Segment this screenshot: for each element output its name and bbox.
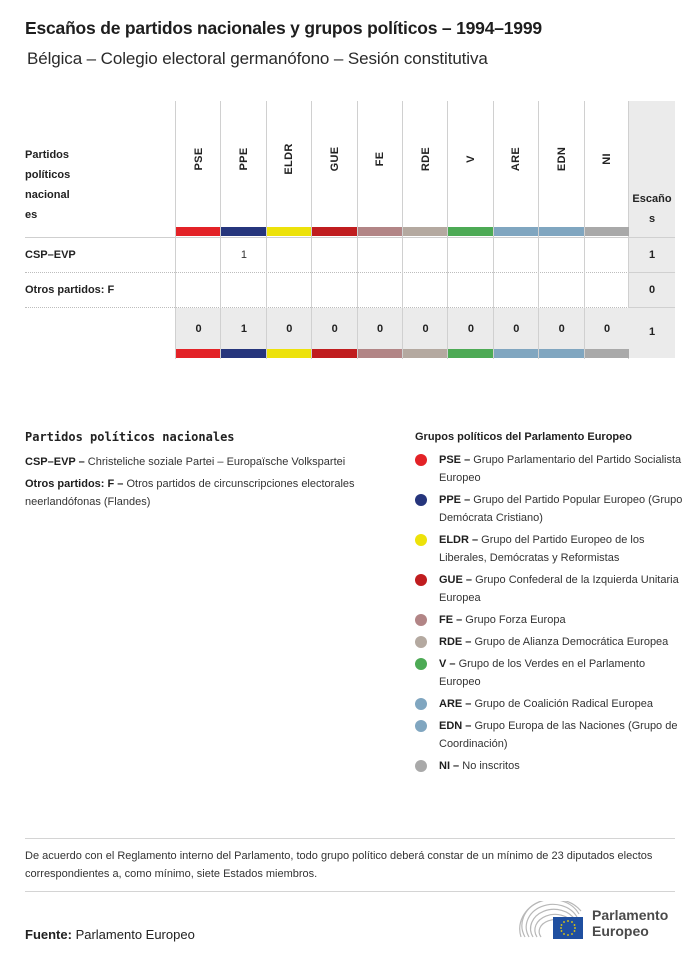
group-color-bar bbox=[403, 227, 448, 236]
column-total: 0 bbox=[585, 308, 630, 349]
column-total: 0 bbox=[267, 308, 312, 349]
column-total: 0 bbox=[448, 308, 493, 349]
table-cell bbox=[358, 237, 403, 272]
seats-table bbox=[25, 101, 675, 359]
page-subtitle: Bélgica – Colegio electoral germanófono – Sesión constitutiva bbox=[27, 49, 488, 68]
group-code-label: ARE bbox=[510, 146, 523, 172]
group-color-bar bbox=[539, 227, 584, 236]
legend-desc: Grupo del Partido Europeo de los Liberales, Demócratas y Reformistas bbox=[439, 534, 645, 564]
column-total: 0 bbox=[312, 308, 357, 349]
group-legend-item bbox=[415, 695, 685, 713]
column-total: 0 bbox=[358, 308, 403, 349]
footnote: De acuerdo con el Reglamento interno del Parlamento, todo grupo político deberá constar de un mínimo de 23 diputados electos correspondientes a, como mínimo, siete Estados miembros. bbox=[25, 850, 653, 880]
group-code-label: GUE bbox=[328, 146, 341, 172]
column-gue bbox=[311, 101, 356, 359]
column-total: 0 bbox=[403, 308, 448, 349]
column-ni bbox=[584, 101, 629, 359]
group-code-label: ELDR bbox=[283, 143, 296, 175]
column-edn bbox=[538, 101, 583, 359]
column-header bbox=[221, 101, 266, 227]
color-dot-icon bbox=[415, 574, 427, 586]
legend-desc: Grupo de Alianza Democrática Europea bbox=[471, 636, 669, 648]
group-color-bar bbox=[358, 227, 403, 236]
group-color-bar bbox=[448, 227, 493, 236]
national-parties-legend bbox=[25, 430, 385, 515]
seats-header bbox=[629, 189, 675, 229]
legend-desc: Grupo Europa de las Naciones (Grupo de Coordinación) bbox=[439, 720, 678, 750]
group-color-bar-bottom bbox=[358, 349, 403, 358]
color-dot-icon bbox=[415, 454, 427, 466]
group-legend-item bbox=[415, 611, 685, 629]
logo-text bbox=[592, 907, 668, 939]
row-header bbox=[25, 145, 145, 225]
groups-legend-title: Grupos políticos del Parlamento Europeo bbox=[415, 431, 632, 443]
column-header bbox=[494, 101, 539, 227]
legend-desc: Grupo de los Verdes en el Parlamento Europeo bbox=[439, 658, 646, 688]
legend-code: RDE – bbox=[439, 636, 472, 648]
group-code-label: EDN bbox=[555, 146, 568, 172]
group-color-bar bbox=[267, 227, 312, 236]
group-color-bar-bottom bbox=[448, 349, 493, 358]
group-code-label: PPE bbox=[237, 147, 250, 171]
legend-desc: Grupo de Coalición Radical Europea bbox=[471, 698, 654, 710]
row-label-otros-partidos: Otros partidos: F bbox=[25, 283, 115, 296]
table-cell bbox=[176, 237, 221, 272]
table-cell bbox=[585, 272, 630, 307]
table-cell bbox=[494, 237, 539, 272]
table-cell: 1 bbox=[240, 248, 247, 261]
group-legend-item bbox=[415, 571, 685, 607]
column-total: 1 bbox=[221, 308, 266, 349]
column-ppe bbox=[220, 101, 265, 359]
seats-total-otros: 0 bbox=[648, 283, 656, 296]
color-dot-icon bbox=[415, 494, 427, 506]
source-value: Parlamento Europeo bbox=[71, 927, 195, 942]
table-cell bbox=[221, 272, 266, 307]
group-legend-item bbox=[415, 757, 685, 775]
group-color-bar-bottom bbox=[176, 349, 221, 358]
table-cell bbox=[585, 237, 630, 272]
group-color-bar bbox=[494, 227, 539, 236]
legend-code: CSP–EVP – bbox=[25, 456, 85, 468]
column-header bbox=[312, 101, 357, 227]
row-header-line: es bbox=[25, 209, 38, 221]
group-color-bar-bottom bbox=[585, 349, 630, 358]
table-cell bbox=[539, 237, 584, 272]
column-fe bbox=[357, 101, 402, 359]
legend-code: PSE – bbox=[439, 454, 471, 466]
seats-column bbox=[629, 101, 675, 358]
seats-header-line: s bbox=[648, 213, 656, 225]
political-groups-legend bbox=[415, 431, 685, 779]
color-dot-icon bbox=[415, 534, 427, 546]
national-legend-item bbox=[25, 453, 385, 471]
legend-code: V – bbox=[439, 658, 456, 670]
group-code-label: RDE bbox=[419, 146, 432, 172]
logo-line-1: Parlamento bbox=[592, 907, 669, 923]
table-cell bbox=[403, 237, 448, 272]
legend-code: EDN – bbox=[439, 720, 472, 732]
legend-code: Otros partidos: F – bbox=[25, 478, 124, 490]
color-dot-icon bbox=[415, 720, 427, 732]
column-rde bbox=[402, 101, 447, 359]
column-total: 0 bbox=[539, 308, 584, 349]
legend-code: ELDR – bbox=[439, 534, 479, 546]
color-dot-icon bbox=[415, 614, 427, 626]
row-label-csp-evp: CSP–EVP bbox=[25, 248, 76, 261]
table-cell bbox=[403, 272, 448, 307]
seats-header-line: Escaño bbox=[632, 193, 672, 205]
table-cell bbox=[312, 272, 357, 307]
group-color-bar bbox=[221, 227, 266, 236]
group-color-bar bbox=[585, 227, 630, 236]
color-dot-icon bbox=[415, 760, 427, 772]
source-label: Fuente: bbox=[25, 927, 72, 942]
group-legend-item bbox=[415, 531, 685, 567]
column-header bbox=[358, 101, 403, 227]
legend-desc: No inscritos bbox=[459, 760, 520, 772]
legend-code: ARE – bbox=[439, 698, 472, 710]
group-color-bar-bottom bbox=[539, 349, 584, 358]
group-color-bar-bottom bbox=[312, 349, 357, 358]
column-v bbox=[447, 101, 492, 359]
table-cell bbox=[267, 272, 312, 307]
legend-desc: Otros partidos de circunscripciones electorales neerlandófonas (Flandes) bbox=[25, 478, 355, 508]
group-code-label: FE bbox=[374, 151, 387, 167]
row-header-line: Partidos bbox=[25, 149, 70, 161]
group-code-label: PSE bbox=[192, 147, 205, 171]
group-legend-item bbox=[415, 717, 685, 753]
column-eldr bbox=[266, 101, 311, 359]
group-code-label: V bbox=[464, 155, 477, 163]
group-color-bar-bottom bbox=[403, 349, 448, 358]
group-legend-item bbox=[415, 633, 685, 651]
column-header bbox=[539, 101, 584, 227]
legend-desc: Grupo Forza Europa bbox=[462, 614, 566, 626]
row-header-line: políticos bbox=[25, 169, 71, 181]
row-header-line: nacional bbox=[25, 189, 70, 201]
legend-code: GUE – bbox=[439, 574, 473, 586]
group-legend-item bbox=[415, 491, 685, 527]
group-color-bar-bottom bbox=[494, 349, 539, 358]
column-header bbox=[267, 101, 312, 227]
legend-code: PPE – bbox=[439, 494, 471, 506]
footer-divider bbox=[25, 838, 675, 839]
source-credit bbox=[25, 927, 195, 942]
legend-desc: Christeliche soziale Partei – Europaïsche Volkspartei bbox=[84, 456, 346, 468]
table-cell bbox=[267, 237, 312, 272]
group-legend-item bbox=[415, 451, 685, 487]
legend-desc: Grupo Parlamentario del Partido Socialista Europeo bbox=[439, 454, 682, 484]
column-are bbox=[493, 101, 538, 359]
group-code-label: NI bbox=[601, 153, 614, 165]
table-cell bbox=[176, 272, 221, 307]
national-legend-item bbox=[25, 475, 385, 511]
column-header bbox=[403, 101, 448, 227]
column-header bbox=[585, 101, 630, 227]
group-color-bar-bottom bbox=[221, 349, 266, 358]
legend-code: FE – bbox=[439, 614, 463, 626]
legend-desc: Grupo Confederal de la Izquierda Unitaria Europea bbox=[439, 574, 679, 604]
page-title: Escaños de partidos nacionales y grupos políticos – 1994–1999 bbox=[25, 18, 542, 38]
national-legend-title: Partidos políticos nacionales bbox=[25, 430, 235, 444]
group-color-bar bbox=[312, 227, 357, 236]
logo-line-2: Europeo bbox=[592, 923, 649, 939]
legend-desc: Grupo del Partido Popular Europeo (Grupo Demócrata Cristiano) bbox=[439, 494, 683, 524]
group-color-bar-bottom bbox=[267, 349, 312, 358]
seats-grand-total: 1 bbox=[648, 326, 656, 338]
column-header bbox=[176, 101, 221, 227]
footer-divider bbox=[25, 891, 675, 892]
parlamento-europeo-logo bbox=[519, 901, 679, 943]
column-total: 0 bbox=[176, 308, 221, 349]
group-legend-item bbox=[415, 655, 685, 691]
table-cell bbox=[448, 237, 493, 272]
column-header bbox=[448, 101, 493, 227]
color-dot-icon bbox=[415, 698, 427, 710]
color-dot-icon bbox=[415, 636, 427, 648]
table-cell bbox=[494, 272, 539, 307]
table-cell bbox=[358, 272, 403, 307]
table-cell bbox=[312, 237, 357, 272]
table-cell bbox=[448, 272, 493, 307]
seats-total-csp-evp: 1 bbox=[648, 248, 656, 261]
column-pse bbox=[175, 101, 220, 359]
color-dot-icon bbox=[415, 658, 427, 670]
group-color-bar bbox=[176, 227, 221, 236]
hemicycle-icon bbox=[519, 901, 589, 943]
column-total: 0 bbox=[494, 308, 539, 349]
table-cell bbox=[539, 272, 584, 307]
legend-code: NI – bbox=[439, 760, 460, 772]
